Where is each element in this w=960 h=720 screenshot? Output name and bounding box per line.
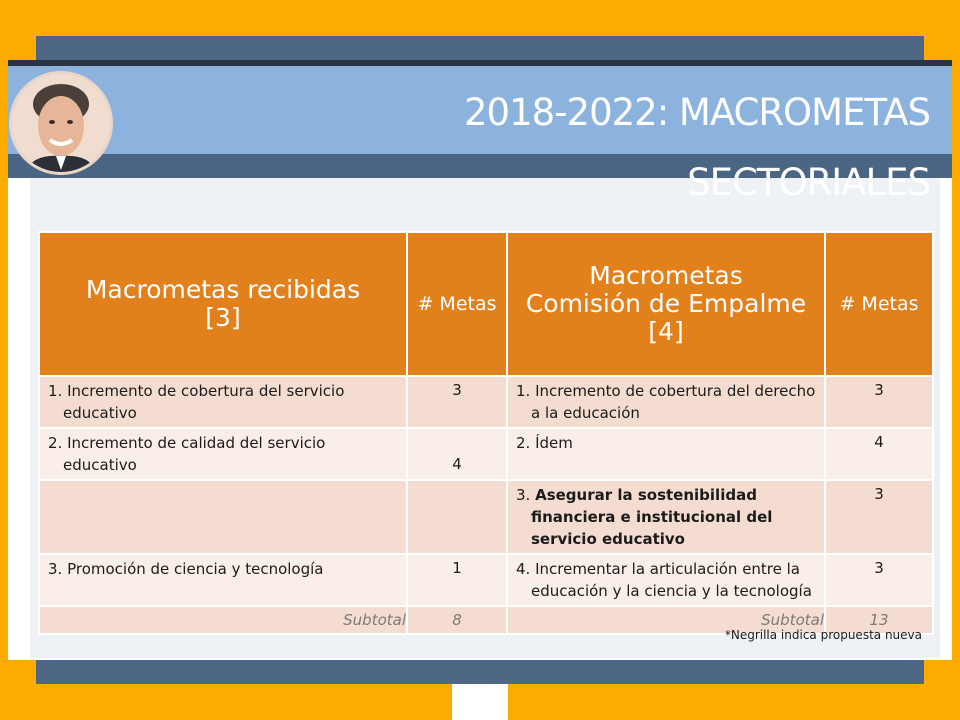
received-goal-2: 2. Incremento de calidad del servicio educativo bbox=[48, 434, 326, 474]
received-goal-3: 3. Promoción de ciencia y tecnología bbox=[48, 560, 324, 578]
header-received bbox=[39, 232, 407, 376]
received-metas-3: 1 bbox=[452, 559, 462, 577]
orange-frame-left bbox=[0, 0, 8, 720]
portrait-image bbox=[12, 74, 110, 172]
header-metas-commission-label: # Metas bbox=[839, 293, 919, 315]
commission-metas-2: 4 bbox=[874, 433, 884, 451]
macrometas-table bbox=[38, 231, 934, 635]
table-row bbox=[39, 480, 933, 554]
header-commission-line2: Comisión de Empalme bbox=[525, 289, 807, 318]
commission-goal-2: 2. Ídem bbox=[516, 434, 573, 452]
subtotal-label-received: Subtotal bbox=[39, 606, 407, 634]
subtotal-value-commission: 13 bbox=[825, 606, 933, 634]
commission-metas-1: 3 bbox=[874, 381, 884, 399]
table-row bbox=[39, 376, 933, 428]
table-row bbox=[39, 428, 933, 480]
top-accent-strip bbox=[36, 36, 924, 60]
header-metas-received-label: # Metas bbox=[417, 293, 497, 315]
commission-goal-3-bold: Asegurar la sostenibilidad financiera e institucional del servicio educativo bbox=[531, 486, 773, 548]
header-metas-received bbox=[407, 232, 507, 376]
portrait-avatar bbox=[9, 71, 113, 175]
table-header-row bbox=[39, 232, 933, 376]
subtotal-value-received: 8 bbox=[407, 606, 507, 634]
received-metas-empty bbox=[408, 481, 506, 485]
commission-goal-4: 4. Incrementar la articulación entre la educación y la ciencia y la tecnología bbox=[516, 560, 812, 600]
header-commission-line3: [4] bbox=[648, 317, 684, 346]
subtotal-label-commission: Subtotal bbox=[507, 606, 825, 634]
header-received-line1: Macrometas recibidas bbox=[85, 275, 361, 304]
commission-metas-4: 3 bbox=[874, 559, 884, 577]
bottom-accent-strip bbox=[36, 660, 924, 684]
received-metas-2: 4 bbox=[452, 455, 462, 473]
commission-goal-3 bbox=[508, 481, 824, 553]
footnote: *Negrilla indica propuesta nueva bbox=[724, 628, 922, 642]
orange-frame-right bbox=[952, 0, 960, 720]
received-goal-1: 1. Incremento de cobertura del servicio educativo bbox=[48, 382, 345, 422]
bottom-gap bbox=[452, 684, 508, 720]
received-goal-empty bbox=[40, 481, 406, 487]
slide-title: 2018-2022: MACROMETAS SECTORIALES bbox=[464, 91, 930, 204]
received-metas-1: 3 bbox=[452, 381, 462, 399]
header-received-line2: [3] bbox=[205, 303, 241, 332]
header-commission-line1: Macrometas bbox=[589, 261, 743, 290]
header-commission bbox=[507, 232, 825, 376]
header-metas-commission bbox=[825, 232, 933, 376]
table-row bbox=[39, 554, 933, 606]
commission-goal-1: 1. Incremento de cobertura del derecho a la educación bbox=[516, 382, 816, 422]
commission-goal-3-prefix: 3. bbox=[516, 486, 536, 504]
commission-metas-3: 3 bbox=[874, 485, 884, 503]
